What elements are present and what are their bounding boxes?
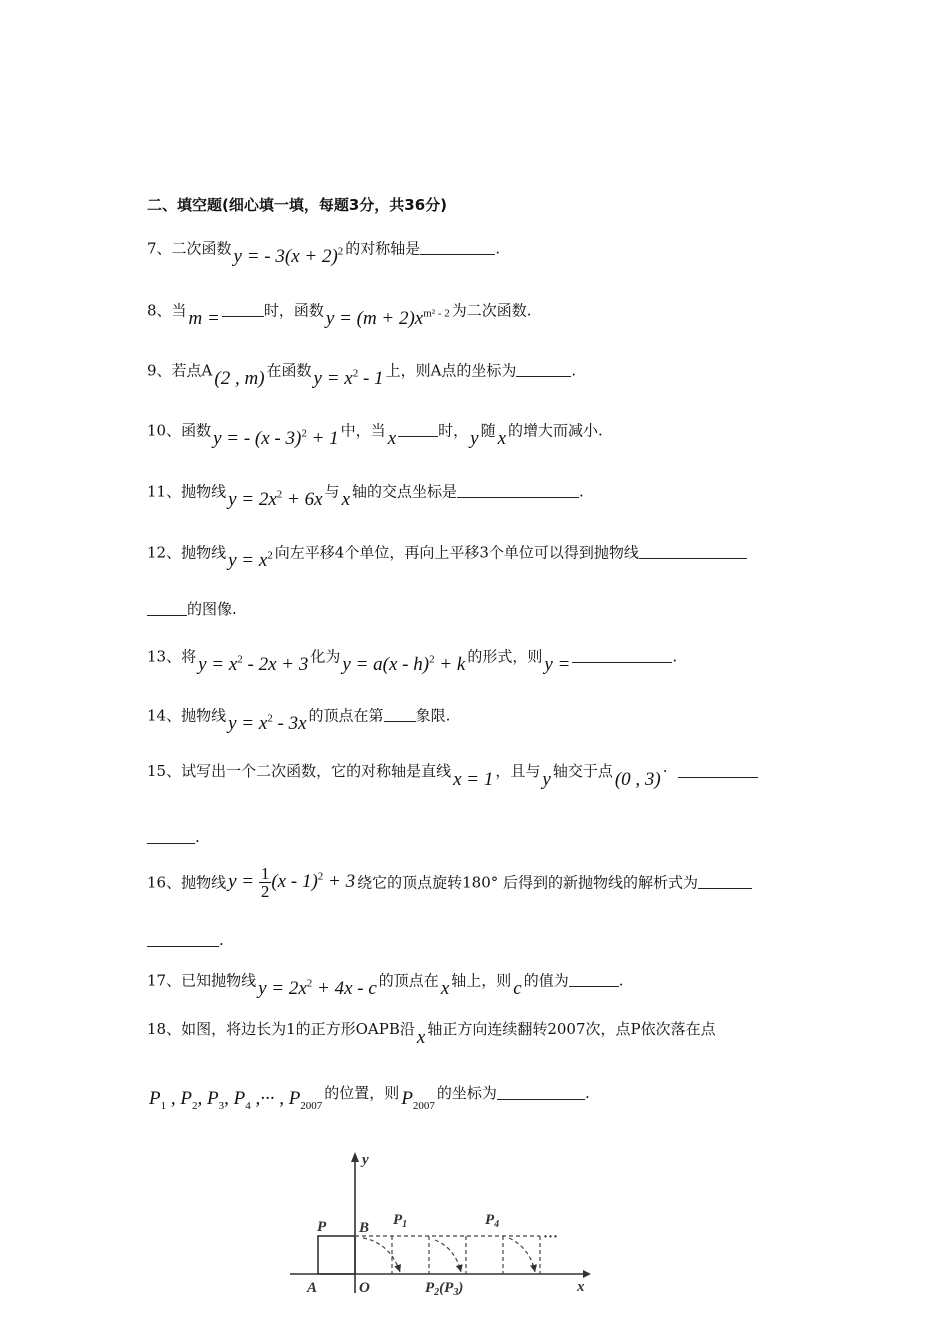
question-9: 9、若点A (2 , m) 在函数 $y = x^2 - 1$ 上，则A点的坐标为 . — [147, 350, 576, 385]
q15-axis: x = 1 — [453, 769, 494, 790]
q7-formula: y = - $3(x + 2)^2$ — [233, 246, 344, 268]
question-7: 7、二次函数 y = - $3(x + 2)^2$ 的对称轴是 . — [147, 228, 500, 263]
q9-formula: $y = x^2 - 1$ — [313, 368, 384, 390]
label-o: O — [359, 1280, 370, 1296]
label-p1: $P_1$ — [393, 1212, 408, 1230]
question-16: 16、抛物线 y = $\frac{1}{2}$ (x - 1)$^2$ + 3 绕它的顶点旋转180° 后得到的新抛物线的解析式为 — [147, 862, 752, 900]
q13-answer-blank[interactable] — [572, 644, 672, 663]
q13-formula: $y = x^2 - 2x + 3$ — [198, 654, 309, 676]
question-18: 18、如图，将边长为1的正方形OAPB沿 x 轴正方向连续翻转2007次，点P依次落在点 — [147, 1020, 716, 1048]
question-16-continued: . — [147, 925, 224, 955]
label-x: x — [577, 1279, 585, 1295]
q12-formula: $y = x^2$ — [228, 550, 273, 572]
question-10: 10、函数 y = - (x - 3)$^2$ + 1 中，当 x 时， y 随 x 的增大而减小. — [147, 410, 603, 445]
q8-m: m = — [188, 308, 220, 330]
q16-fraction: $\frac{1}{2}$ — [260, 864, 270, 902]
q17-formula: $y = 2x^2 + 4x - c$ — [258, 978, 377, 1000]
q15-answer-blank-2[interactable] — [147, 825, 195, 844]
q10-formula: y = - (x - 3)$^2$ + 1 — [213, 428, 339, 450]
q7-answer-blank[interactable] — [420, 236, 495, 255]
question-17: 17、已知抛物线 $y = 2x^2 + 4x - c$ 的顶点在 x 轴上，则 c 的值为 . — [147, 960, 624, 995]
q18-answer-blank[interactable] — [497, 1081, 585, 1100]
dashed-squares — [355, 1236, 540, 1274]
y-axis-arrow-icon — [351, 1152, 359, 1162]
q8-answer-blank[interactable] — [222, 298, 264, 317]
q7-prefix: 7、二次函数 — [147, 239, 232, 258]
label-a: A — [307, 1280, 318, 1296]
q9-point: (2 , m) — [214, 368, 265, 390]
q15-point: (0 , 3) — [614, 769, 661, 790]
q15-answer-blank[interactable] — [678, 759, 758, 778]
q9-answer-blank[interactable] — [516, 358, 571, 377]
q13-vertex-form: y = a(x - h)$^2$ + k — [342, 654, 466, 676]
label-ellipsis: ··· — [543, 1229, 559, 1245]
question-12-continued: 的图像. — [147, 594, 237, 624]
q8-formula: $y = (m + 2)x^{m^2 - 2}$ — [325, 308, 450, 330]
q14-formula: $y = x^2 - 3x$ — [228, 713, 307, 735]
q18-p2007: $P_{2007}$ — [401, 1088, 435, 1112]
question-8: 8、当 m = 时，函数 $y = (m + 2)x^{m^2 - 2}$ 为二次函数. — [147, 290, 532, 325]
q18-point-sequence: $P_1$ , $P_2$, $P_3$, $P_4$ ,··· , $P_{2007}$ — [149, 1088, 323, 1112]
q11-answer-blank[interactable] — [457, 479, 579, 498]
label-p2-p3: $P_2(P_3)$ — [425, 1280, 464, 1298]
q10-answer-blank[interactable] — [398, 418, 438, 437]
q12-answer-blank[interactable] — [639, 540, 747, 559]
square-oapb — [318, 1236, 355, 1274]
question-15: 15、试写出一个二次函数，它的对称轴是直线 x = 1 ，且与 y 轴交于点 (0 , 3) · — [147, 756, 758, 786]
label-p4: $P_4$ — [485, 1212, 500, 1230]
square-rolling-figure — [285, 1148, 595, 1298]
q17-answer-blank[interactable] — [569, 968, 619, 987]
section-title: 二、填空题(细心填一填，每题3分，共36分) — [147, 196, 448, 214]
q11-formula: $y = 2x^2 + 6x$ — [228, 489, 323, 511]
q14-answer-blank[interactable] — [384, 703, 416, 722]
q16-answer-blank[interactable] — [698, 870, 752, 889]
rotation-arcs — [363, 1238, 535, 1272]
x-axis-arrow-icon — [583, 1270, 591, 1278]
q7-text: 的对称轴是 — [345, 239, 421, 258]
q16-formula: y = $\frac{1}{2}$ (x - 1)$^2$ + 3 — [228, 864, 356, 902]
question-14: 14、抛物线 $y = x^2 - 3x$ 的顶点在第 象限. — [147, 695, 450, 730]
q12-answer-blank-2[interactable] — [147, 597, 187, 616]
question-13: 13、将 $y = x^2 - 2x + 3$ 化为 y = a(x - h)$^2$ + k 的形式，则 y = . — [147, 636, 677, 671]
label-p: P — [317, 1219, 327, 1235]
q16-answer-blank-2[interactable] — [147, 928, 219, 947]
question-18-continued: $P_1$ , $P_2$, $P_3$, $P_4$ ,··· , $P_{2007}$的位置，则 $P_{2007}$的坐标为 . — [147, 1078, 590, 1115]
question-15-continued: . — [147, 822, 200, 852]
question-12: 12、抛物线 $y = x^2$ 向左平移4个单位，再向上平移3个单位可以得到抛物线 — [147, 532, 747, 567]
label-y: y — [362, 1152, 369, 1168]
question-11: 11、抛物线 $y = 2x^2 + 6x$ 与 x 轴的交点坐标是 . — [147, 471, 584, 506]
label-b: B — [359, 1220, 370, 1236]
